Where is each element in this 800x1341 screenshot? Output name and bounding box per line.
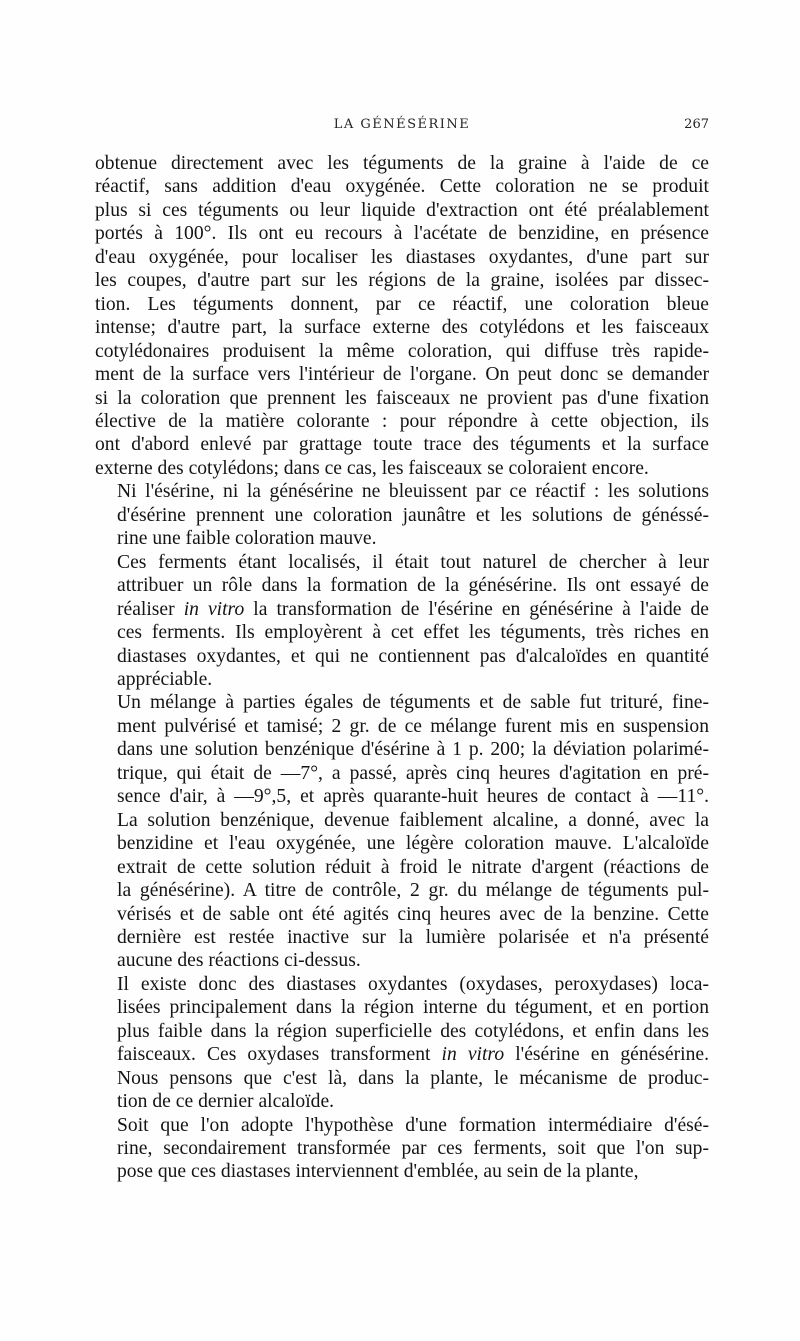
text-line: aucune des réactions ci-dessus. <box>117 950 361 972</box>
text-line: si la coloration que prennent les faisceaux ne provient pas d'une fixation <box>95 387 709 409</box>
text-line: ment pulvérisé et tamisé; 2 gr. de ce mélange furent mis en suspension <box>117 715 709 737</box>
paragraph <box>95 551 709 692</box>
text-line: plus faible dans la région superficielle des cotylédons, et enfin dans les <box>117 1020 709 1042</box>
text-line: pose que ces diastases interviennent d'emblée, au sein de la plante, <box>117 1161 639 1183</box>
text-line: obtenue directement avec les téguments de la graine à l'aide de ce <box>95 153 709 174</box>
text-line: trique, qui était de —7°, a passé, après cinq heures d'agitation en pré- <box>117 762 709 784</box>
text-line: dans une solution benzénique d'ésérine à 1 p. 200; la déviation polarimé- <box>117 739 709 761</box>
text-line: dernière est restée inactive sur la lumière polarisée et n'a présenté <box>117 926 709 948</box>
paragraph <box>95 973 709 1114</box>
text-line: réaliser in vitro la transformation de l'ésérine en génésérine à l'aide de <box>117 598 710 620</box>
text-line: élective de la matière colorante : pour répondre à cette objection, ils <box>95 410 709 432</box>
text-line: Ces ferments étant localisés, il était tout naturel de chercher à leur <box>117 551 709 573</box>
body-text <box>95 152 709 1184</box>
text-line: benzidine et l'eau oxygénée, une légère coloration mauve. L'alcaloïde <box>117 833 709 855</box>
text-line: externe des cotylédons; dans ce cas, les faisceaux se coloraient encore. <box>95 457 649 479</box>
text-line: intense; d'autre part, la surface externe des cotylédons et les faisceaux <box>95 317 709 339</box>
text-line: Ni l'ésérine, ni la génésérine ne bleuissent par ce réactif : les solutions <box>117 481 709 503</box>
paragraph <box>95 152 709 480</box>
text-line: extrait de cette solution réduit à froid le nitrate d'argent (réactions de <box>117 856 709 878</box>
text-line: La solution benzénique, devenue faiblement alcaline, a donné, avec la <box>117 809 709 831</box>
text-line: diastases oxydantes, et qui ne contiennent pas d'alcaloïdes en quantité <box>117 645 709 667</box>
text-line: tion de ce dernier alcaloïde. <box>117 1091 335 1113</box>
text-line: tion. Les téguments donnent, par ce réactif, une coloration bleue <box>95 293 709 315</box>
text-line: Un mélange à parties égales de téguments et de sable fut trituré, fine- <box>117 692 709 714</box>
text-line: Nous pensons que c'est là, dans la plante, le mécanisme de produc- <box>117 1067 709 1089</box>
paragraph <box>95 480 709 550</box>
text-line: plus si ces téguments ou leur liquide d'extraction ont été préalablement <box>95 199 709 221</box>
text-line: ont d'abord enlevé par grattage toute trace des téguments et la surface <box>95 434 709 456</box>
text-line: réactif, sans addition d'eau oxygénée. Cette coloration ne se produit <box>95 176 709 198</box>
text-line: d'ésérine prennent une coloration jaunâtre et les solutions de généssé- <box>117 504 709 526</box>
paragraph <box>95 1114 709 1184</box>
text-line: faisceaux. Ces oxydases transforment in vitro l'ésérine en génésérine. <box>117 1044 709 1066</box>
text-line: ces ferments. Ils employèrent à cet effet les téguments, très riches en <box>117 622 709 644</box>
text-line: sence d'air, à —9°,5, et après quarante-huit heures de contact à —11°. <box>117 786 709 808</box>
text-line: les coupes, d'autre part sur les régions de la graine, isolées par dissec- <box>95 270 709 292</box>
text-line: appréciable. <box>117 668 213 690</box>
text-line: rine, secondairement transformée par ces ferments, soit que l'on sup- <box>117 1138 709 1160</box>
text-line: Soit que l'on adopte l'hypothèse d'une formation intermédiaire d'ésé- <box>117 1114 709 1136</box>
text-line: attribuer un rôle dans la formation de la génésérine. Ils ont essayé de <box>117 575 709 597</box>
text-line: Il existe donc des diastases oxydantes (oxydases, peroxydases) loca- <box>117 973 709 995</box>
text-line: rine une faible coloration mauve. <box>117 528 377 550</box>
text-line: cotylédonaires produisent la même coloration, qui diffuse très rapide- <box>95 340 709 362</box>
text-line: la génésérine). A titre de contrôle, 2 gr. du mélange de téguments pul- <box>117 880 709 902</box>
paragraph <box>95 691 709 972</box>
text-line: vérisés et de sable ont été agités cinq heures avec de la benzine. Cette <box>117 903 709 925</box>
text-line: portés à 100°. Ils ont eu recours à l'acétate de benzidine, en présence <box>95 223 709 245</box>
running-head <box>95 117 709 137</box>
page-number: 267 <box>684 117 709 132</box>
text-line: d'eau oxygénée, pour localiser les diastases oxydantes, d'une part sur <box>95 246 709 268</box>
running-title: LA GÉNÉSÉRINE <box>333 117 471 132</box>
text-line: lisées principalement dans la région interne du tégument, et en portion <box>117 997 709 1019</box>
text-line: ment de la surface vers l'intérieur de l'organe. On peut donc se demander <box>95 364 709 386</box>
